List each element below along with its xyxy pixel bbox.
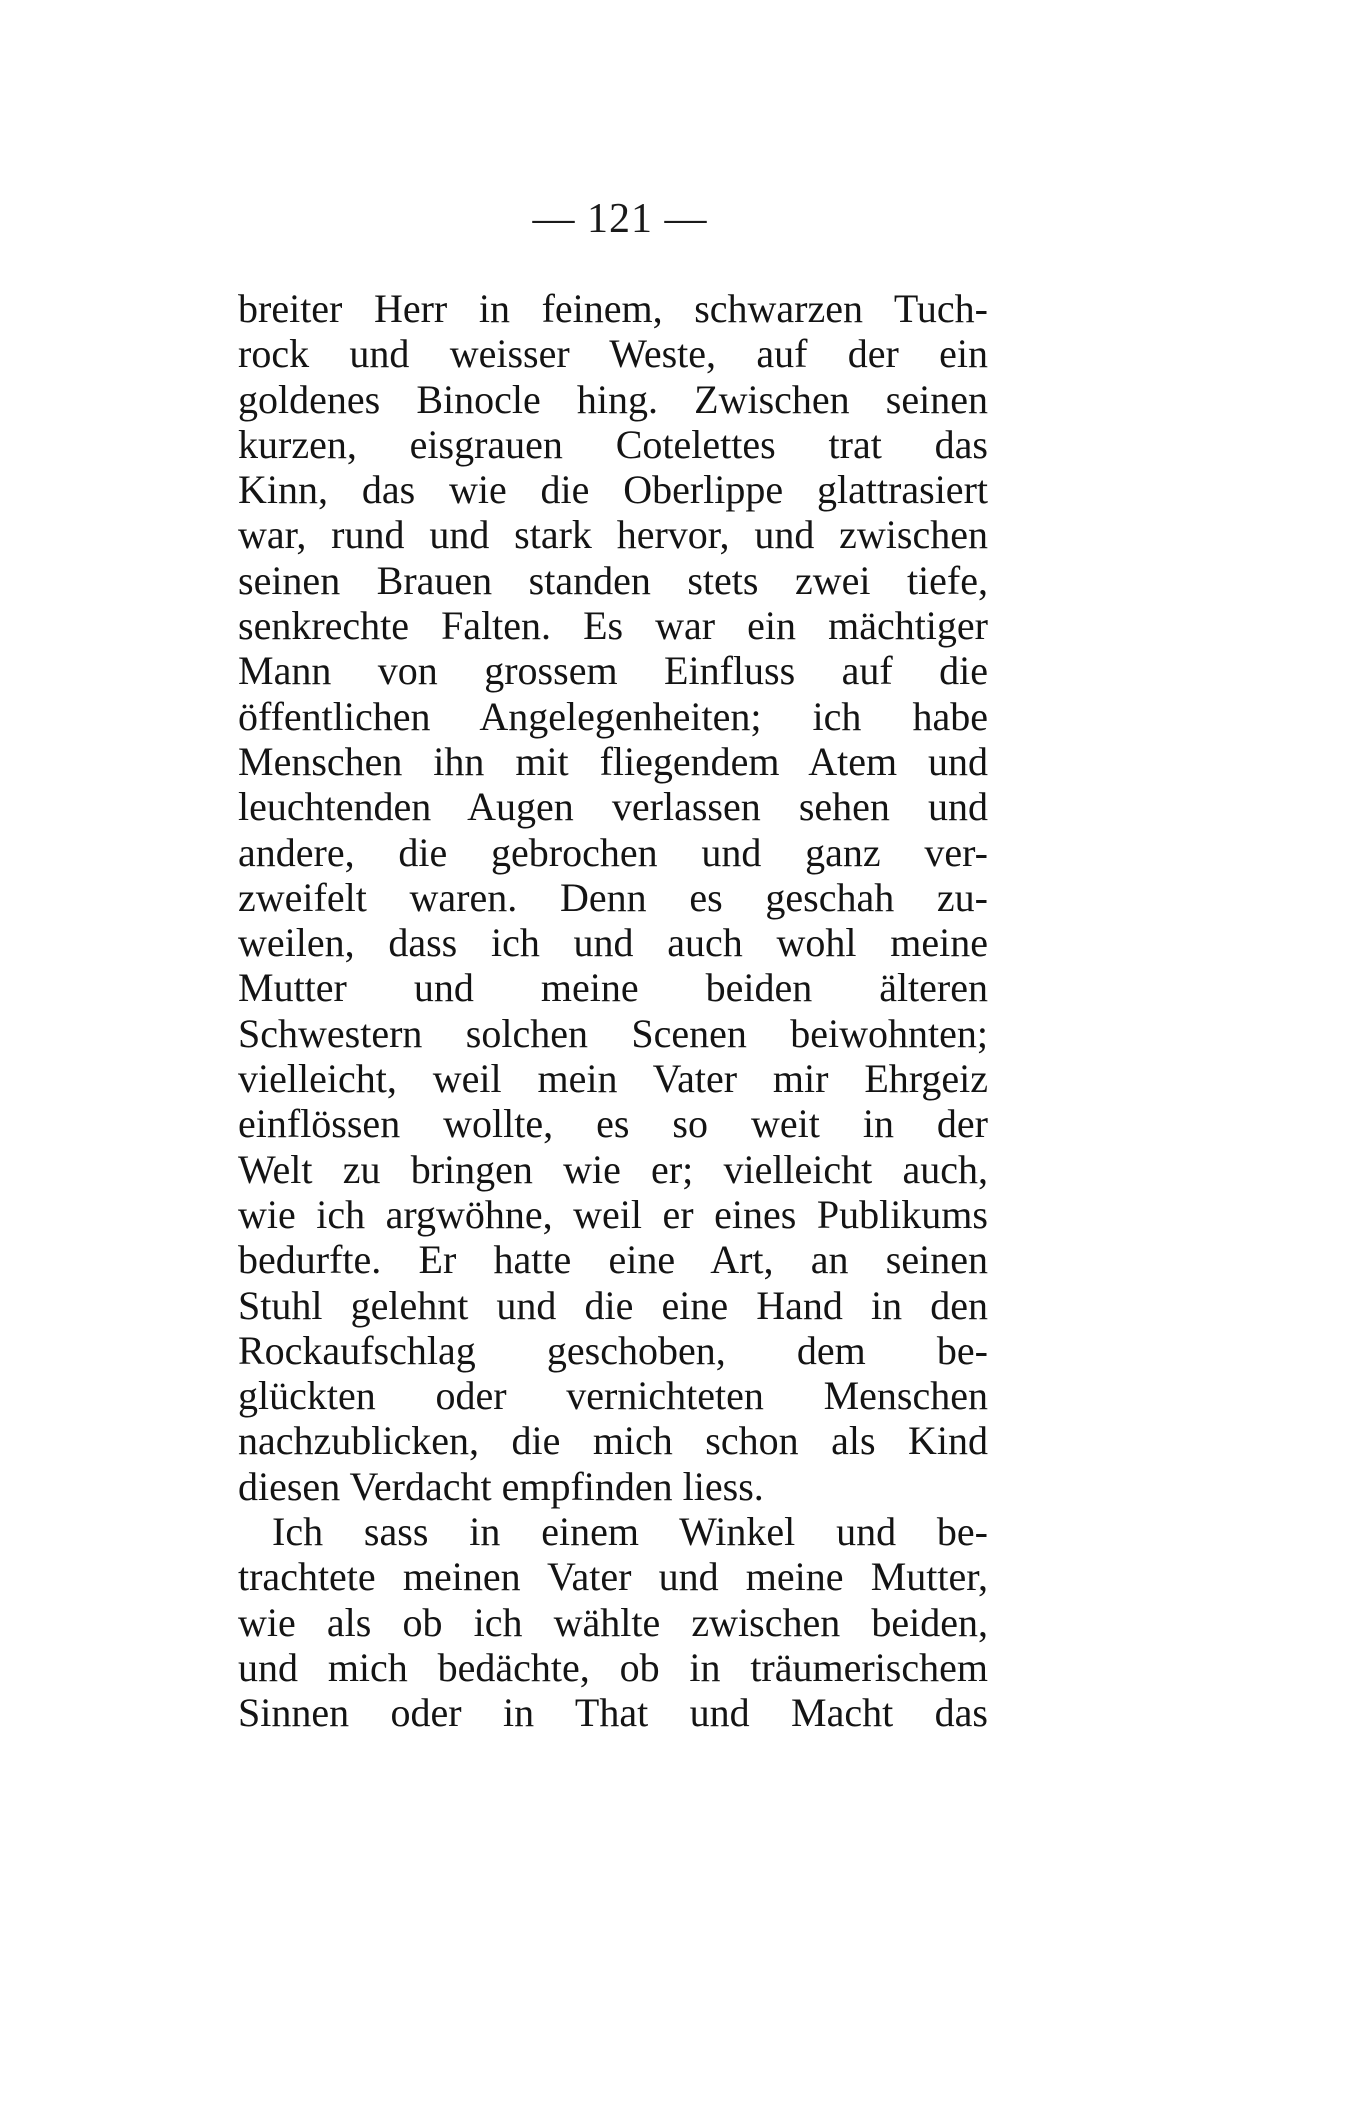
text-line: glückten oder vernichteten Menschen [238,1373,988,1419]
text-line: Kinn, das wie die Oberlippe glattrasiert [238,467,988,513]
paragraph-1 [238,286,988,1509]
text-line: Welt zu bringen wie er; vielleicht auch, [238,1146,988,1192]
text-line: vielleicht, weil mein Vater mir Ehrgeiz [238,1056,988,1102]
text-line: bedurfte. Er hatte eine Art, an seinen [238,1237,988,1283]
text-line: breiter Herr in feinem, schwarzen Tuch- [238,286,988,331]
text-line: wie als ob ich wählte zwischen beiden, [238,1599,988,1645]
text-line: war, rund und stark hervor, und zwischen [238,512,988,558]
text-line: Sinnen oder in That und Macht das [238,1690,988,1736]
text-line: leuchtenden Augen verlassen sehen und [238,784,988,830]
text-line: Mann von grossem Einfluss auf die [238,648,988,694]
text-line: seinen Brauen standen stets zwei tiefe, [238,557,988,603]
text-line: senkrechte Falten. Es war ein mächtiger [238,603,988,649]
text-line: öffentlichen Angelegenheiten; ich habe [238,693,988,739]
text-line: goldenes Binocle hing. Zwischen seinen [238,376,988,422]
text-line: zweifelt waren. Denn es geschah zu- [238,874,988,920]
paragraph-2 [238,1509,988,1735]
text-line: wie ich argwöhne, weil er eines Publikums [238,1191,988,1237]
text-line: und mich bedächte, ob in träumerischem [238,1644,988,1690]
text-line: andere, die gebrochen und ganz ver- [238,829,988,875]
text-line: diesen Verdacht empfinden liess. [238,1463,764,1509]
text-line: Menschen ihn mit fliegendem Atem und [238,738,988,784]
text-line: Stuhl gelehnt und die eine Hand in den [238,1282,988,1328]
text-line: kurzen, eisgrauen Cotelettes trat das [238,421,988,467]
text-line: Mutter und meine beiden älteren [238,965,988,1011]
text-line: Schwestern solchen Scenen beiwohnten; [238,1010,988,1056]
text-line: trachtete meinen Vater und meine Mutter, [238,1554,988,1600]
text-line: nachzublicken, die mich schon als Kind [238,1418,988,1464]
text-line: Ich sass in einem Winkel und be- [272,1509,988,1555]
text-line: Rockaufschlag geschoben, dem be- [238,1327,988,1373]
page-number: — 121 — [532,196,708,242]
text-line: rock und weisser Weste, auf der ein [238,331,988,377]
text-line: weilen, dass ich und auch wohl meine [238,920,988,966]
body-text [238,286,988,1736]
text-line: einflössen wollte, es so weit in der [238,1101,988,1147]
